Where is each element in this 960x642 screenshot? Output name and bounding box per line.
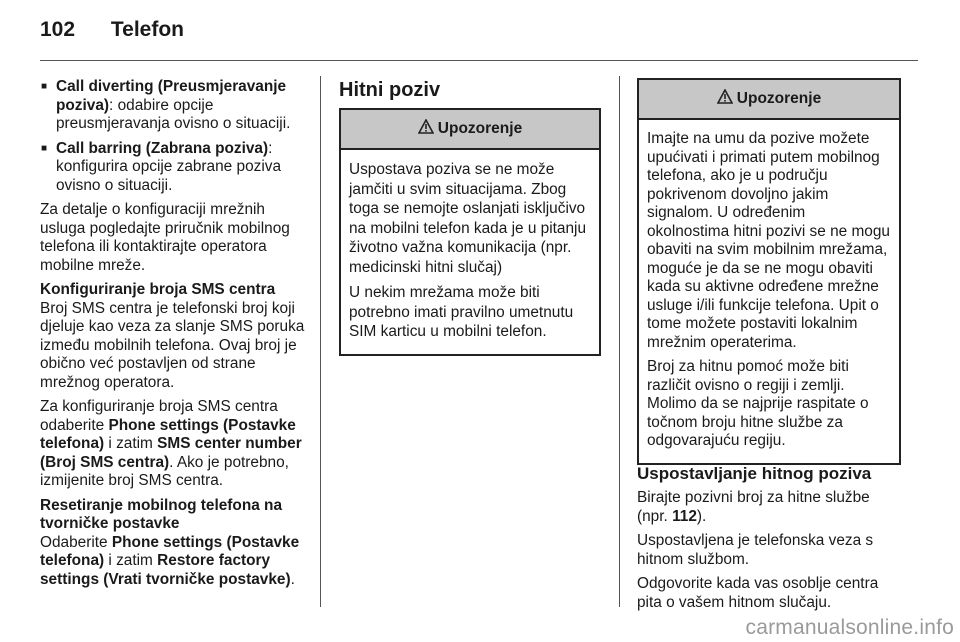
page-header (40, 18, 184, 42)
paragraph: Uspostavljena je telefonska veza s hitnom službom. (637, 532, 874, 568)
menu-reference: SMS center number (Broj SMS centra) (40, 435, 302, 471)
option-name: Call diverting (Preusmjeravanje poziva) (56, 78, 287, 114)
warning-body (341, 150, 599, 354)
option-description: : konfigurira opcije zabrane poziva ovisno o situaciji. (56, 139, 282, 194)
column-divider (320, 76, 321, 607)
paragraph: Odgovorite kada vas osoblje centra pita o vašem hitnom slučaju. (637, 575, 879, 611)
text-run: . (290, 570, 295, 588)
paragraph (40, 534, 310, 590)
page-number: 102 (40, 18, 76, 41)
menu-reference: Restore factory settings (Vrati tvorničke postavke) (40, 552, 291, 588)
warning-triangle-icon (717, 89, 733, 109)
warning-label: Upozorenje (437, 120, 523, 137)
paragraph: Broj SMS centra je telefonski broj koji djeluje kao veza za slanje SMS poruka između mobilnih telefona. Ovaj broj je obično već postavljen od strane mrežnog operatora. (40, 299, 305, 391)
warning-body (639, 120, 899, 463)
paragraph: Broj za hitnu pomoć može biti različit ovisno o regiji i zemlji. Molimo da se najprije raspitate o točnom broju hitne službe za odgovarajuću regiju. (647, 358, 869, 449)
text-run: Birajte pozivni broj za hitne službe (npr. (637, 489, 870, 525)
paragraph: Imajte na umu da pozive možete upućivati i primati putem mobilnog telefona, ako je u području pokrivenom dovoljno jakim signalom. U određenim okolnostima hitni pozivi se ne mogu obaviti na svim mobilnim mrežama, moguće je da se ne mogu obaviti kada su aktivne određene mrežne usluge i/ili funkcije telefona. Upit o tome možete postaviti lokalnim mrežnim operaterima. (647, 130, 890, 351)
option-name: Call barring (Zabrana poziva) (56, 139, 269, 157)
paragraph: U nekim mrežama može biti potrebno imati pravilno umetnutu SIM karticu u mobilni telefon. (349, 284, 574, 340)
text-run: Odaberite (40, 533, 112, 551)
column-middle (339, 78, 601, 356)
watermark: carmanualsonline.info (745, 616, 954, 639)
warning-triangle-icon (418, 119, 434, 139)
warning-box (339, 108, 601, 356)
text-run: . Ako je potrebno, izmijenite broj SMS centra. (40, 453, 289, 489)
chapter-title: Telefon (110, 18, 185, 41)
text-run: Za konfiguriranje broja SMS centra odaberite (40, 398, 278, 434)
warning-box (637, 78, 901, 465)
section-heading: Konfiguriranje broja SMS centra (40, 281, 276, 298)
section-heading: Resetiranje mobilnog telefona na tvorničke postavke (40, 496, 283, 532)
warning-header (341, 110, 599, 150)
menu-reference: Phone settings (Postavke telefona) (40, 533, 300, 569)
column-right (637, 78, 901, 618)
column-left (40, 78, 310, 595)
warning-label: Upozorenje (736, 90, 822, 107)
paragraph: Za detalje o konfiguraciji mrežnih usluga pogledajte priručnik mobilnog telefona ili kontaktirajte operatora mobilne mreže. (40, 201, 290, 274)
column-divider (619, 76, 620, 607)
emergency-number: 112 (672, 507, 697, 525)
text-run: i zatim (104, 552, 158, 569)
header-rule (40, 60, 918, 61)
list-item (40, 140, 310, 196)
option-description: : odabire opcije preusmjeravanja ovisno o situaciji. (56, 96, 291, 132)
menu-reference: Phone settings (Postavke telefona) (40, 416, 296, 452)
warning-header (639, 80, 899, 120)
paragraph (40, 398, 310, 491)
text-run: ). (696, 507, 707, 525)
text-run: i zatim (104, 435, 158, 452)
paragraph (637, 489, 901, 526)
paragraph: Uspostava poziva se ne može jamčiti u svim situacijama. Zbog toga se nemojte oslanjati isključivo na mobilni telefon kada je u pitanju životno važna komunikacija (npr. medicinski hitni slučaj) (349, 161, 587, 276)
subsection-heading: Uspostavljanje hitnog poziva (637, 463, 872, 483)
list-item (40, 78, 310, 134)
section-title: Hitni poziv (339, 79, 441, 101)
